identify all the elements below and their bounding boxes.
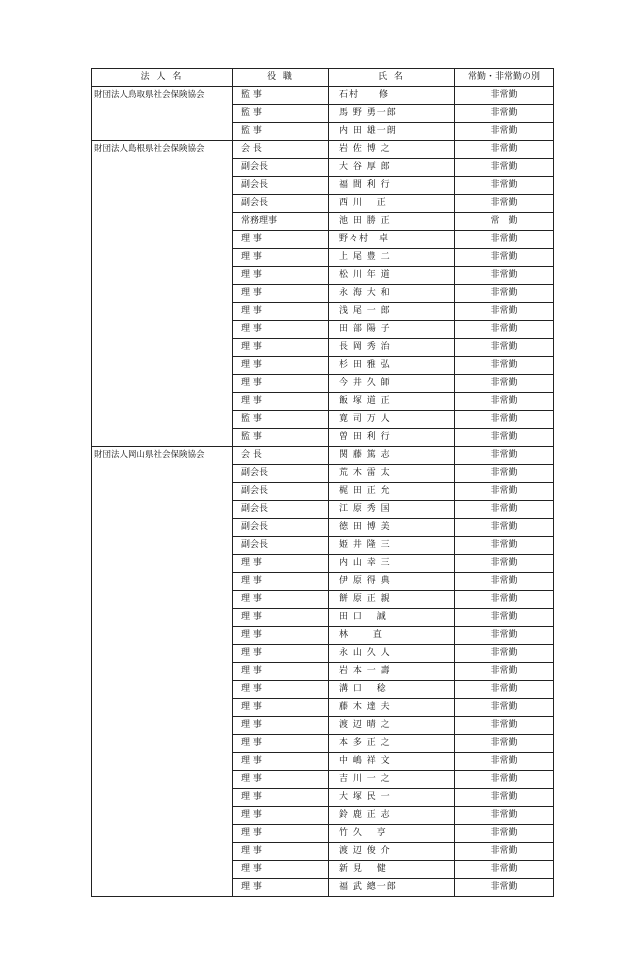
header-name: 氏 名 bbox=[329, 69, 455, 87]
role-cell: 理 事 bbox=[233, 645, 329, 663]
role-cell: 監 事 bbox=[233, 429, 329, 447]
status-cell: 非常勤 bbox=[455, 627, 554, 645]
status-cell: 非常勤 bbox=[455, 879, 554, 897]
role-cell: 理 事 bbox=[233, 753, 329, 771]
status-cell: 非常勤 bbox=[455, 429, 554, 447]
role-cell: 理 事 bbox=[233, 321, 329, 339]
status-cell: 非常勤 bbox=[455, 663, 554, 681]
role-cell: 常務理事 bbox=[233, 213, 329, 231]
status-cell: 非常勤 bbox=[455, 411, 554, 429]
role-cell: 理 事 bbox=[233, 735, 329, 753]
name-cell: 徳 田 博 美 bbox=[329, 519, 455, 537]
role-cell: 理 事 bbox=[233, 285, 329, 303]
name-cell: 馬 野 勇一郎 bbox=[329, 105, 455, 123]
header-status: 常勤・非常勤の別 bbox=[455, 69, 554, 87]
status-cell: 非常勤 bbox=[455, 339, 554, 357]
role-cell: 副会長 bbox=[233, 195, 329, 213]
role-cell: 理 事 bbox=[233, 555, 329, 573]
name-cell: 渡 辺 晴 之 bbox=[329, 717, 455, 735]
table-row bbox=[92, 87, 554, 105]
role-cell: 会 長 bbox=[233, 141, 329, 159]
status-cell: 非常勤 bbox=[455, 285, 554, 303]
name-cell: 内 田 雄一朗 bbox=[329, 123, 455, 141]
org-name-cell: 財団法人鳥取県社会保険協会 bbox=[92, 87, 233, 141]
name-cell: 竹 久 亨 bbox=[329, 825, 455, 843]
role-cell: 監 事 bbox=[233, 105, 329, 123]
status-cell: 非常勤 bbox=[455, 771, 554, 789]
role-cell: 理 事 bbox=[233, 825, 329, 843]
role-cell: 理 事 bbox=[233, 231, 329, 249]
org-name-cell: 財団法人島根県社会保険協会 bbox=[92, 141, 233, 447]
name-cell: 曽 田 利 行 bbox=[329, 429, 455, 447]
name-cell: 渡 辺 俊 介 bbox=[329, 843, 455, 861]
status-cell: 非常勤 bbox=[455, 123, 554, 141]
name-cell: 田 口 誠 bbox=[329, 609, 455, 627]
name-cell: 中 嶋 祥 文 bbox=[329, 753, 455, 771]
status-cell: 非常勤 bbox=[455, 645, 554, 663]
role-cell: 副会長 bbox=[233, 537, 329, 555]
name-cell: 姫 井 隆 三 bbox=[329, 537, 455, 555]
role-cell: 理 事 bbox=[233, 663, 329, 681]
name-cell: 寛 司 万 人 bbox=[329, 411, 455, 429]
status-cell: 非常勤 bbox=[455, 843, 554, 861]
name-cell: 飯 塚 道 正 bbox=[329, 393, 455, 411]
name-cell: 荒 木 雷 太 bbox=[329, 465, 455, 483]
name-cell: 長 岡 秀 治 bbox=[329, 339, 455, 357]
name-cell: 藤 木 達 夫 bbox=[329, 699, 455, 717]
name-cell: 江 原 秀 国 bbox=[329, 501, 455, 519]
role-cell: 理 事 bbox=[233, 609, 329, 627]
name-cell: 吉 川 一 之 bbox=[329, 771, 455, 789]
role-cell: 理 事 bbox=[233, 681, 329, 699]
header-row bbox=[92, 69, 554, 87]
status-cell: 非常勤 bbox=[455, 267, 554, 285]
role-cell: 理 事 bbox=[233, 879, 329, 897]
status-cell: 非常勤 bbox=[455, 249, 554, 267]
status-cell: 非常勤 bbox=[455, 393, 554, 411]
status-cell: 非常勤 bbox=[455, 573, 554, 591]
name-cell: 野々村 卓 bbox=[329, 231, 455, 249]
name-cell: 大 谷 厚 郎 bbox=[329, 159, 455, 177]
status-cell: 非常勤 bbox=[455, 591, 554, 609]
role-cell: 理 事 bbox=[233, 843, 329, 861]
role-cell: 理 事 bbox=[233, 249, 329, 267]
role-cell: 理 事 bbox=[233, 339, 329, 357]
status-cell: 非常勤 bbox=[455, 861, 554, 879]
name-cell: 永 海 大 和 bbox=[329, 285, 455, 303]
role-cell: 副会長 bbox=[233, 483, 329, 501]
role-cell: 理 事 bbox=[233, 699, 329, 717]
status-cell: 非常勤 bbox=[455, 501, 554, 519]
name-cell: 浅 尾 一 郎 bbox=[329, 303, 455, 321]
role-cell: 理 事 bbox=[233, 789, 329, 807]
header-role: 役 職 bbox=[233, 69, 329, 87]
name-cell: 永 山 久 人 bbox=[329, 645, 455, 663]
role-cell: 理 事 bbox=[233, 393, 329, 411]
status-cell: 非常勤 bbox=[455, 789, 554, 807]
status-cell: 非常勤 bbox=[455, 555, 554, 573]
status-cell: 非常勤 bbox=[455, 465, 554, 483]
status-cell: 非常勤 bbox=[455, 303, 554, 321]
role-cell: 理 事 bbox=[233, 267, 329, 285]
name-cell: 大 塚 民 一 bbox=[329, 789, 455, 807]
name-cell: 杉 田 雅 弘 bbox=[329, 357, 455, 375]
status-cell: 非常勤 bbox=[455, 735, 554, 753]
status-cell: 非常勤 bbox=[455, 141, 554, 159]
name-cell: 林 直 bbox=[329, 627, 455, 645]
role-cell: 理 事 bbox=[233, 375, 329, 393]
name-cell: 岩 佐 博 之 bbox=[329, 141, 455, 159]
status-cell: 非常勤 bbox=[455, 447, 554, 465]
status-cell: 常 勤 bbox=[455, 213, 554, 231]
role-cell: 会 長 bbox=[233, 447, 329, 465]
name-cell: 餅 原 正 親 bbox=[329, 591, 455, 609]
role-cell: 理 事 bbox=[233, 627, 329, 645]
role-cell: 副会長 bbox=[233, 159, 329, 177]
status-cell: 非常勤 bbox=[455, 375, 554, 393]
role-cell: 理 事 bbox=[233, 357, 329, 375]
status-cell: 非常勤 bbox=[455, 699, 554, 717]
status-cell: 非常勤 bbox=[455, 753, 554, 771]
name-cell: 梶 田 正 允 bbox=[329, 483, 455, 501]
name-cell: 岩 本 一 壽 bbox=[329, 663, 455, 681]
role-cell: 理 事 bbox=[233, 717, 329, 735]
name-cell: 関 藤 篤 志 bbox=[329, 447, 455, 465]
status-cell: 非常勤 bbox=[455, 321, 554, 339]
status-cell: 非常勤 bbox=[455, 609, 554, 627]
header-org: 法 人 名 bbox=[92, 69, 233, 87]
role-cell: 理 事 bbox=[233, 573, 329, 591]
name-cell: 田 部 陽 子 bbox=[329, 321, 455, 339]
name-cell: 西 川 正 bbox=[329, 195, 455, 213]
role-cell: 副会長 bbox=[233, 177, 329, 195]
status-cell: 非常勤 bbox=[455, 537, 554, 555]
name-cell: 福 間 利 行 bbox=[329, 177, 455, 195]
status-cell: 非常勤 bbox=[455, 105, 554, 123]
name-cell: 鈴 鹿 正 志 bbox=[329, 807, 455, 825]
role-cell: 理 事 bbox=[233, 591, 329, 609]
role-cell: 副会長 bbox=[233, 519, 329, 537]
role-cell: 監 事 bbox=[233, 87, 329, 105]
role-cell: 理 事 bbox=[233, 303, 329, 321]
status-cell: 非常勤 bbox=[455, 159, 554, 177]
name-cell: 今 井 久 師 bbox=[329, 375, 455, 393]
name-cell: 池 田 勝 正 bbox=[329, 213, 455, 231]
table-row bbox=[92, 447, 554, 465]
name-cell: 福 武 總一郎 bbox=[329, 879, 455, 897]
status-cell: 非常勤 bbox=[455, 519, 554, 537]
name-cell: 溝 口 稔 bbox=[329, 681, 455, 699]
name-cell: 石村 修 bbox=[329, 87, 455, 105]
name-cell: 上 尾 豊 二 bbox=[329, 249, 455, 267]
name-cell: 本 多 正 之 bbox=[329, 735, 455, 753]
status-cell: 非常勤 bbox=[455, 195, 554, 213]
status-cell: 非常勤 bbox=[455, 483, 554, 501]
status-cell: 非常勤 bbox=[455, 681, 554, 699]
status-cell: 非常勤 bbox=[455, 807, 554, 825]
role-cell: 監 事 bbox=[233, 123, 329, 141]
name-cell: 新 見 健 bbox=[329, 861, 455, 879]
role-cell: 副会長 bbox=[233, 465, 329, 483]
status-cell: 非常勤 bbox=[455, 231, 554, 249]
name-cell: 内 山 幸 三 bbox=[329, 555, 455, 573]
role-cell: 理 事 bbox=[233, 807, 329, 825]
role-cell: 監 事 bbox=[233, 411, 329, 429]
table-row bbox=[92, 141, 554, 159]
status-cell: 非常勤 bbox=[455, 87, 554, 105]
role-cell: 副会長 bbox=[233, 501, 329, 519]
role-cell: 理 事 bbox=[233, 771, 329, 789]
table-header bbox=[92, 69, 554, 87]
status-cell: 非常勤 bbox=[455, 717, 554, 735]
status-cell: 非常勤 bbox=[455, 177, 554, 195]
table-body bbox=[92, 87, 554, 897]
name-cell: 伊 原 得 典 bbox=[329, 573, 455, 591]
officer-table bbox=[91, 68, 554, 897]
role-cell: 理 事 bbox=[233, 861, 329, 879]
status-cell: 非常勤 bbox=[455, 825, 554, 843]
name-cell: 松 川 年 道 bbox=[329, 267, 455, 285]
org-name-cell: 財団法人岡山県社会保険協会 bbox=[92, 447, 233, 897]
status-cell: 非常勤 bbox=[455, 357, 554, 375]
